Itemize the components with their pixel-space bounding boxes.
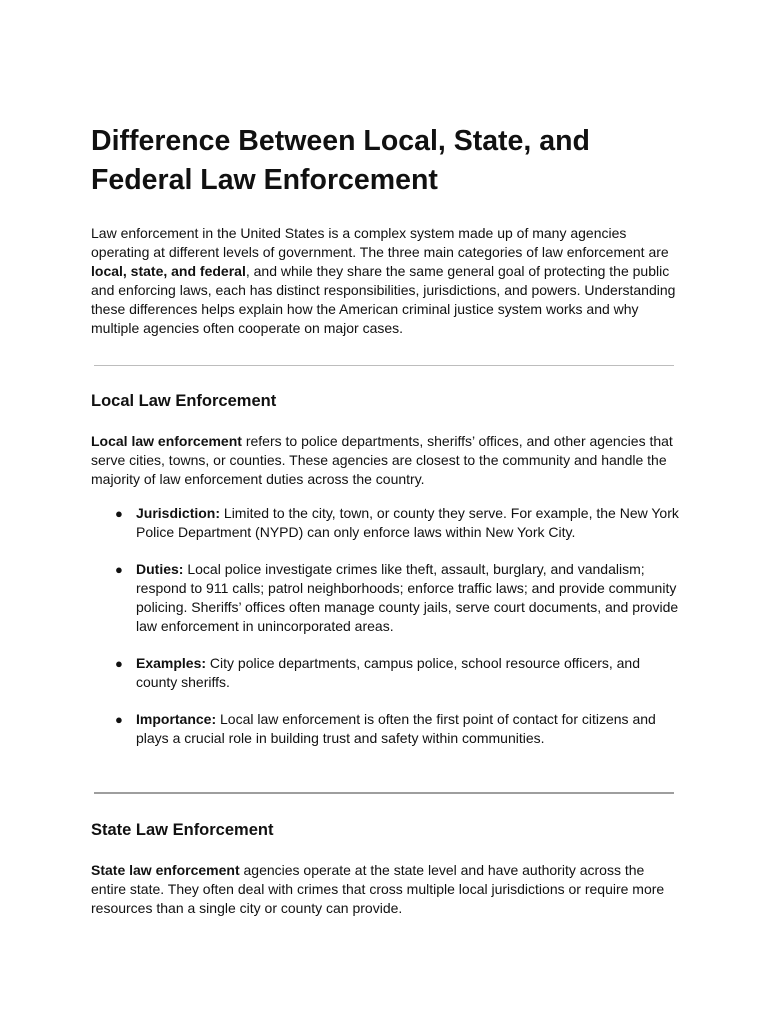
list-item xyxy=(91,560,679,636)
intro-text-end: , and while they share the same general goal of protecting the public and enforcing laws, each has distinct responsibilities, jurisdictions, and powers. Understanding these differences helps explain how the American criminal justice system works and why multiple agencies often cooperate on major cases. xyxy=(91,263,676,336)
local-intro-paragraph xyxy=(91,432,679,489)
document-page xyxy=(91,122,679,918)
state-intro-text: agencies operate at the state level and have authority across the entire state. They often deal with crimes that cross multiple local jurisdictions or require more resources than a single city or county can provide. xyxy=(91,862,665,916)
bullet-text: City police departments, campus police, school resource officers, and county sheriffs. xyxy=(136,655,640,690)
page-title: Difference Between Local, State, and Federal Law Enforcement xyxy=(91,125,590,196)
section-divider xyxy=(94,792,674,794)
list-item xyxy=(91,504,679,542)
local-bullet-list xyxy=(91,504,679,748)
state-intro-paragraph xyxy=(91,861,679,918)
intro-paragraph xyxy=(91,224,679,338)
bullet-label: Examples: xyxy=(136,655,207,671)
bullet-icon: ● xyxy=(115,562,123,577)
section-divider xyxy=(94,365,674,366)
bullet-text: Local police investigate crimes like theft, assault, burglary, and vandalism; respond to 911 calls; patrol neighborhoods; enforce traffic laws; and provide community policing. Sheriffs’ offices often manage county jails, serve court documents, and provide law enforcement in unincorporated areas. xyxy=(136,561,679,634)
bullet-label: Jurisdiction: xyxy=(136,505,221,521)
bullet-text: Limited to the city, town, or county they serve. For example, the New York Police Department (NYPD) can only enforce laws within New York City. xyxy=(136,505,679,540)
bullet-label: Duties: xyxy=(136,561,184,577)
local-section-heading: Local Law Enforcement xyxy=(91,392,277,410)
bullet-label: Importance: xyxy=(136,711,217,727)
list-item xyxy=(91,654,679,692)
bullet-icon: ● xyxy=(115,506,123,521)
state-section-heading: State Law Enforcement xyxy=(91,821,274,839)
bullet-icon: ● xyxy=(115,656,123,671)
intro-text-start: Law enforcement in the United States is a complex system made up of many agencies operating at different levels of government. The three main categories of law enforcement are xyxy=(91,225,669,260)
bullet-icon: ● xyxy=(115,712,123,727)
local-intro-bold: Local law enforcement xyxy=(91,433,242,449)
bullet-text: Local law enforcement is often the first point of contact for citizens and plays a crucial role in building trust and safety within communities. xyxy=(136,711,656,746)
list-item xyxy=(91,710,679,748)
state-intro-bold: State law enforcement xyxy=(91,862,240,878)
intro-bold-text: local, state, and federal xyxy=(91,263,246,279)
local-intro-text: refers to police departments, sheriffs’ offices, and other agencies that serve cities, towns, or counties. These agencies are closest to the community and handle the majority of law enforcement duties across the country. xyxy=(91,433,673,487)
